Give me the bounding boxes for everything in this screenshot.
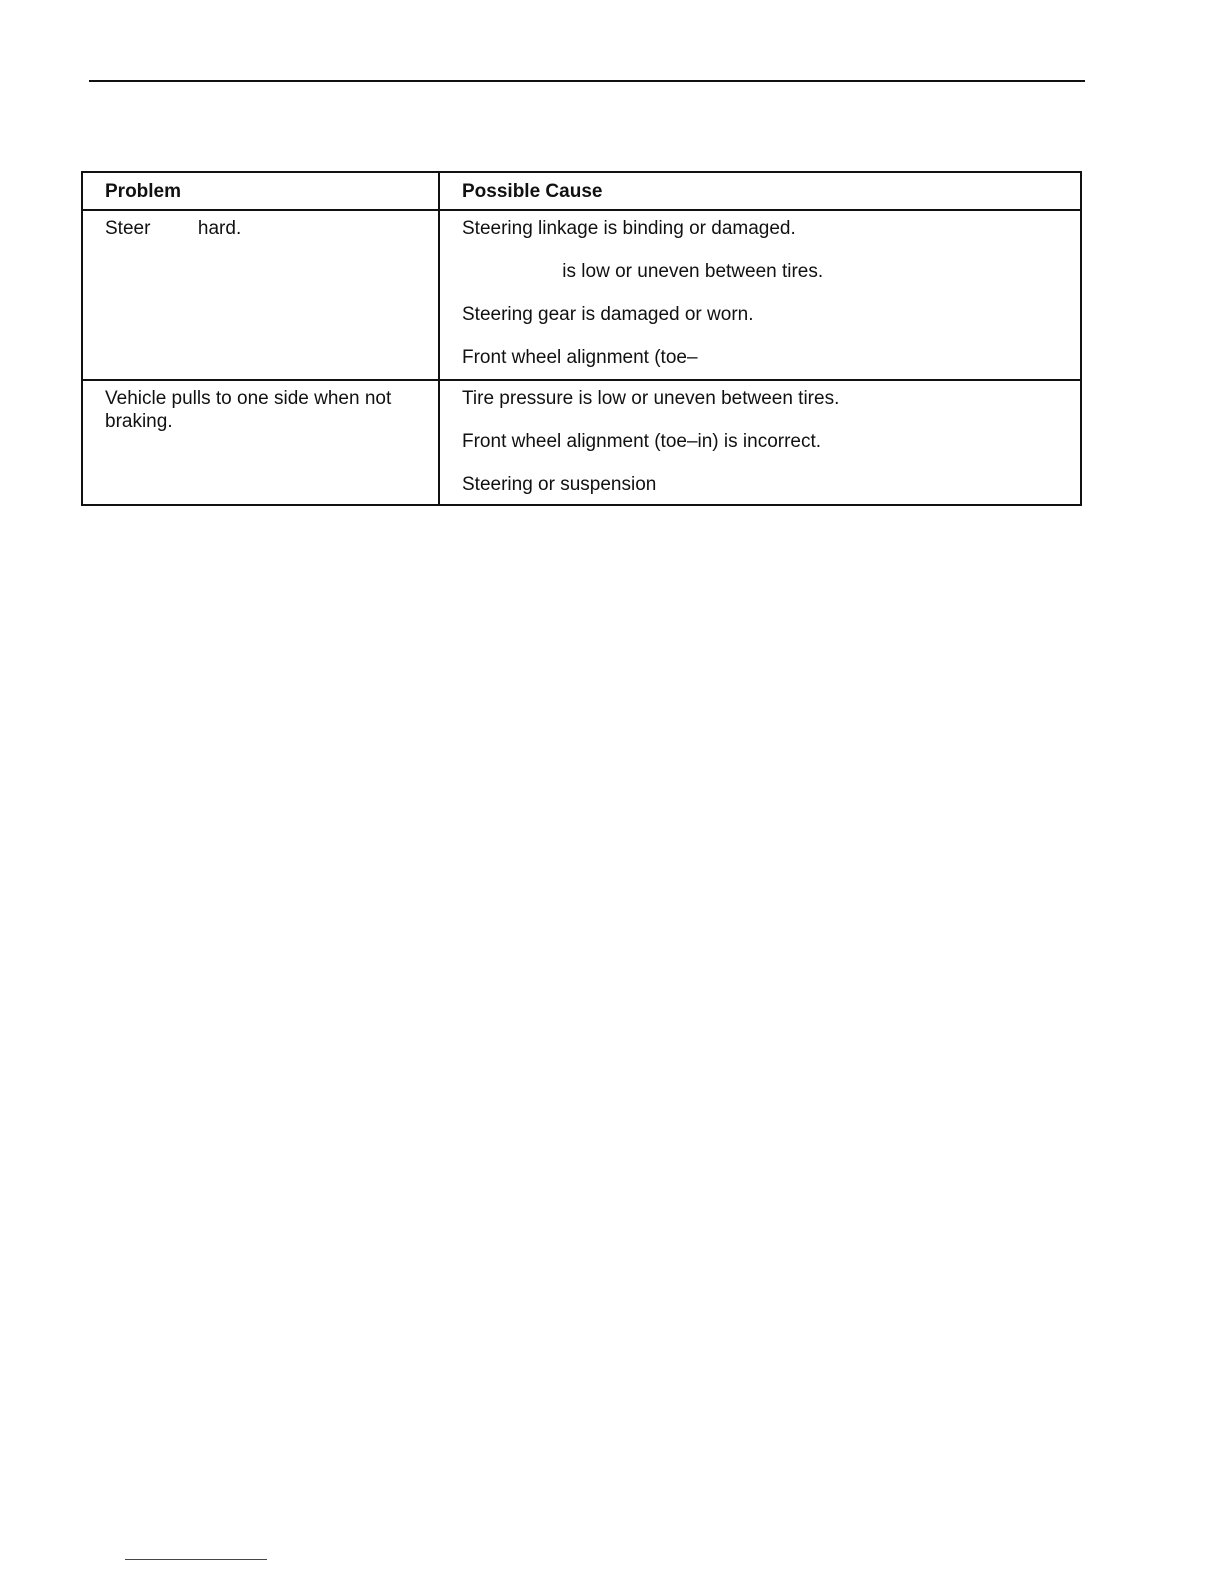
troubleshooting-table: [81, 171, 1082, 506]
problem-cell: [82, 210, 439, 380]
problem-cell: [82, 380, 439, 505]
footer-link-underline: [125, 1559, 267, 1560]
possible-cause-column-header: Possible Cause: [439, 172, 1081, 210]
problem-text: Vehicle pulls to one side when not braking.: [105, 388, 397, 432]
cause-cell: [439, 210, 1081, 380]
header-rule: [89, 80, 1085, 82]
cause-item: Front wheel alignment (toe–in) is incorrect.: [462, 431, 822, 452]
cause-item: is low or uneven between tires.: [462, 261, 824, 282]
table-row: [82, 380, 1081, 505]
cause-item: Steering or suspension: [462, 474, 657, 495]
cause-cell: [439, 380, 1081, 505]
cause-item: Tire pressure is low or uneven between tires.: [462, 388, 840, 409]
problem-column-header: Problem: [82, 172, 439, 210]
cause-item: Front wheel alignment (toe–: [462, 347, 698, 368]
cause-item: Steering gear is damaged or worn.: [462, 304, 754, 325]
table-header-row: [82, 172, 1081, 210]
table-row: [82, 210, 1081, 380]
cause-item: Steering linkage is binding or damaged.: [462, 218, 796, 239]
problem-text: Steer hard.: [105, 218, 242, 239]
